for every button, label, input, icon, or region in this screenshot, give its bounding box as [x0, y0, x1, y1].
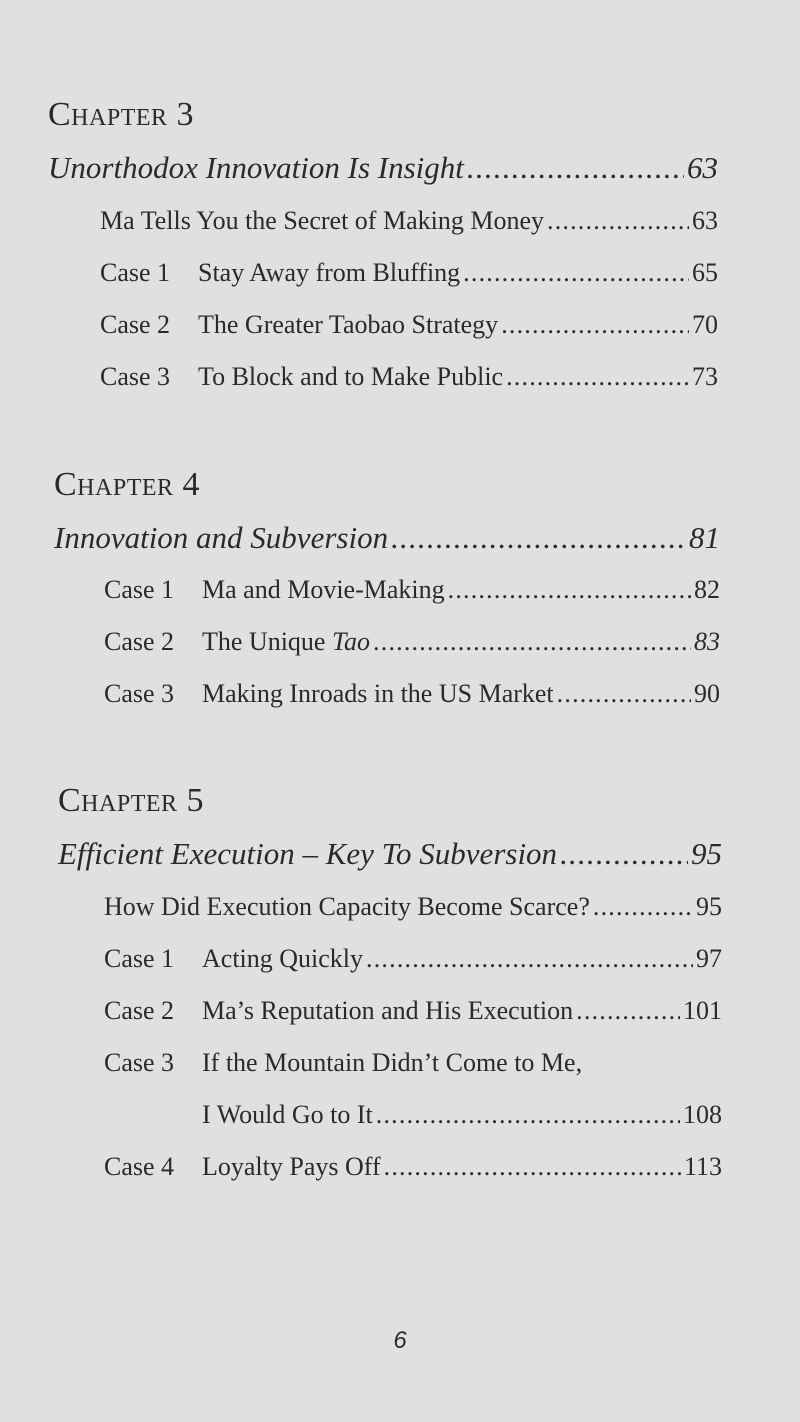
- entry-page-number: 95: [696, 892, 722, 921]
- toc-entry-continuation: [202, 1100, 722, 1130]
- entry-title-italic: Tao: [331, 627, 371, 656]
- leader-dots: [463, 258, 689, 288]
- toc-entry: [100, 258, 718, 288]
- case-number: Case 3: [104, 679, 175, 708]
- entry-page-number: 108: [683, 1100, 722, 1129]
- page-number: 6: [393, 1327, 407, 1354]
- chapter-title: Unorthodox Innovation Is Insight: [48, 150, 464, 185]
- leader-dots: [467, 150, 684, 186]
- leader-dots: [384, 1152, 681, 1182]
- leader-dots: [576, 996, 680, 1026]
- entry-title: To Block and to Make Public: [198, 362, 504, 391]
- entry-page-number: 73: [692, 362, 718, 391]
- toc-entry: [104, 627, 720, 657]
- leader-dots: [506, 362, 689, 392]
- chapter-title-row: [58, 836, 722, 872]
- entry-page-number: 65: [692, 258, 718, 287]
- chapter-page-number: 63: [687, 150, 718, 185]
- entry-title: Stay Away from Bluffing: [198, 258, 461, 287]
- leader-dots: [501, 310, 689, 340]
- chapter-label: Chapter 4: [54, 466, 201, 503]
- chapter-title-row: [54, 520, 720, 556]
- toc-entry: [100, 206, 718, 236]
- entry-page-number: 70: [692, 310, 718, 339]
- leader-dots: [373, 627, 691, 657]
- case-number: Case 3: [100, 362, 171, 391]
- leader-dots: [557, 679, 691, 709]
- entry-page-number: 90: [694, 679, 720, 708]
- entry-page-number: 101: [683, 996, 722, 1025]
- chapter-title-row: [48, 150, 718, 186]
- entry-title-roman: The Unique: [202, 627, 332, 656]
- toc-entry: [100, 310, 718, 340]
- entry-title: The Greater Taobao Strategy: [198, 310, 499, 339]
- entry-title: Ma’s Reputation and His Execution: [202, 996, 574, 1025]
- case-number: Case 3: [104, 1048, 175, 1077]
- entry-title: Making Inroads in the US Market: [202, 679, 554, 708]
- chapter-label: Chapter 5: [58, 782, 205, 819]
- entry-title-line2: I Would Go to It: [202, 1100, 373, 1129]
- chapter-page-number: 81: [689, 520, 720, 555]
- leader-dots: [593, 892, 693, 922]
- case-number: Case 1: [104, 944, 175, 973]
- entry-page-number: 63: [692, 206, 718, 235]
- toc-entry: [104, 944, 722, 974]
- case-number: Case 2: [100, 310, 171, 339]
- entry-title: How Did Execution Capacity Become Scarce?: [104, 892, 590, 921]
- case-number: Case 4: [104, 1152, 175, 1181]
- chapter-page-number: 95: [691, 836, 722, 871]
- toc-entry: [100, 362, 718, 392]
- toc-entry: [104, 1048, 722, 1078]
- entry-page-number: 113: [683, 1152, 722, 1181]
- toc-entry: [104, 892, 722, 922]
- entry-title: If the Mountain Didn’t Come to Me,: [202, 1048, 583, 1077]
- case-number: Case 1: [100, 258, 171, 287]
- entry-title: Loyalty Pays Off: [202, 1152, 381, 1181]
- case-number: Case 1: [104, 575, 175, 604]
- toc-entry: [104, 679, 720, 709]
- entry-title: Ma Tells You the Secret of Making Money: [100, 206, 544, 235]
- leader-dots: [560, 836, 688, 872]
- leader-dots: [366, 944, 693, 974]
- chapter-title: Efficient Execution – Key To Subversion: [58, 836, 558, 871]
- chapter-label: Chapter 3: [48, 96, 195, 133]
- entry-title: [202, 627, 370, 657]
- entry-page-number: 97: [696, 944, 722, 973]
- leader-dots: [376, 1100, 680, 1130]
- case-number: Case 2: [104, 627, 175, 656]
- leader-dots: [547, 206, 689, 236]
- toc-entry: [104, 1152, 722, 1182]
- chapter-title: Innovation and Subversion: [54, 520, 389, 555]
- toc-entry: [104, 575, 720, 605]
- entry-title: Acting Quickly: [202, 944, 364, 973]
- leader-dots: [448, 575, 691, 605]
- leader-dots: [391, 520, 686, 556]
- entry-title: Ma and Movie-Making: [202, 575, 445, 604]
- entry-page-number: 82: [694, 575, 720, 604]
- case-number: Case 2: [104, 996, 175, 1025]
- entry-page-number: 83: [694, 627, 720, 656]
- toc-entry: [104, 996, 722, 1026]
